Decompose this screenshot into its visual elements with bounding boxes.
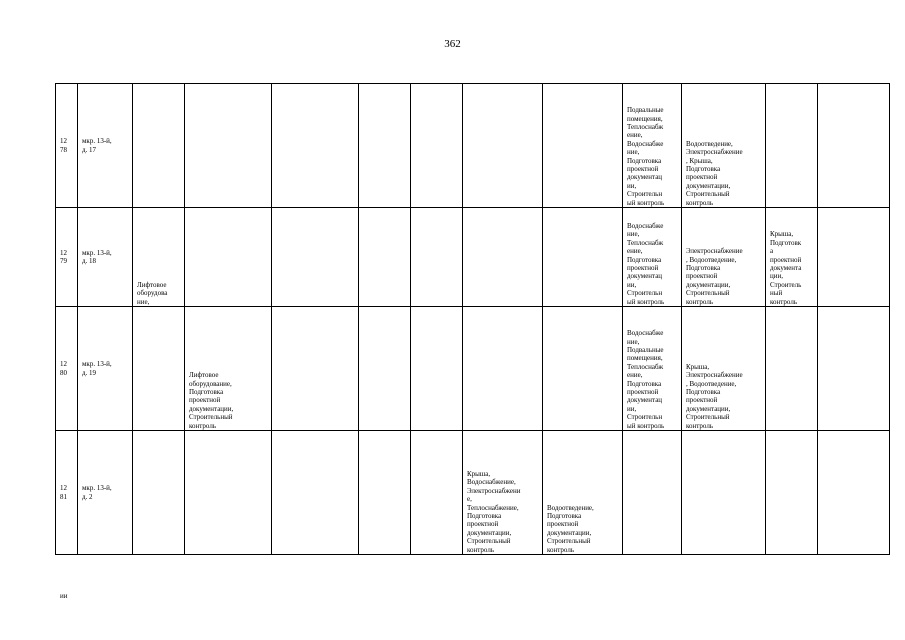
empty-cell [623,431,682,555]
row-number: 12 81 [60,484,67,501]
work-types: Крыша, Подготовк а проектной документа ции, Строитель ный контроль [770,230,802,306]
work-cell [623,84,682,208]
work-types: Лифтовое оборудова ние, [137,280,168,306]
work-types: Лифтовое оборудование, Подготовка проектной документации, Строительный контроль [189,371,234,430]
row-number: 12 79 [60,248,67,265]
empty-cell [463,307,543,431]
row-number-cell [56,431,78,555]
empty-cell [185,431,272,555]
empty-cell [359,208,411,307]
address-cell [78,307,133,431]
empty-cell [411,208,463,307]
empty-cell [818,307,890,431]
empty-cell [818,208,890,307]
work-cell [463,431,543,555]
work-cell [623,208,682,307]
work-types: Водоснабже ние, Подвальные помещения, Теплоснабж ение, Подготовка проектной документац ии, Строительн ый контроль [627,329,665,430]
work-types: Электроснабжение , Водоотведение, Подготовка проектной документации, Строительный контроль [686,247,743,306]
table-row [56,431,890,555]
empty-cell [463,84,543,208]
work-cell [623,307,682,431]
row-number-cell [56,208,78,307]
work-cell [682,208,766,307]
empty-cell [185,84,272,208]
empty-cell [766,431,818,555]
work-cell [766,208,818,307]
address: мкр. 13-й, д. 17 [82,137,112,154]
work-cell [185,307,272,431]
empty-cell [272,208,359,307]
empty-cell [133,431,185,555]
empty-cell [359,84,411,208]
work-cell [133,208,185,307]
work-cell [682,307,766,431]
empty-cell [682,431,766,555]
empty-cell [272,307,359,431]
work-cell [543,431,623,555]
empty-cell [272,84,359,208]
empty-cell [463,208,543,307]
work-types: Крыша, Электроснабжение , Водоотведение, Подготовка проектной документации, Строительный контроль [686,362,743,430]
empty-cell [359,307,411,431]
empty-cell [411,431,463,555]
empty-cell [185,208,272,307]
empty-cell [543,84,623,208]
address: мкр. 13-й, д. 19 [82,360,112,377]
table-row [56,84,890,208]
empty-cell [818,84,890,208]
work-types: Водоснабже ние, Теплоснабж ение, Подготовка проектной документац ии, Строительн ый контроль [627,221,665,306]
address-cell [78,431,133,555]
repair-schedule-table [55,83,890,555]
work-types: Водоотведение, Электроснабжение , Крыша, Подготовка проектной документации, Строительный контроль [686,139,743,207]
address-cell [78,208,133,307]
empty-cell [543,307,623,431]
address: мкр. 13-й, д. 18 [82,248,112,265]
work-cell [682,84,766,208]
empty-cell [766,307,818,431]
empty-cell [133,307,185,431]
empty-cell [411,84,463,208]
empty-cell [272,431,359,555]
table-row [56,307,890,431]
row-number-cell [56,84,78,208]
work-types: Крыша, Водоснабжение, Электроснабжени е, Теплоснабжение, Подготовка проектной документации, Строительный контроль [467,469,521,554]
work-types: Подвальные помещения, Теплоснабж ение, Водоснабже ние, Подготовка проектной документац ии, Строительн ый контроль [627,106,665,207]
row-number: 12 80 [60,360,67,377]
empty-cell [543,208,623,307]
address: мкр. 13-й, д. 2 [82,484,112,501]
empty-cell [766,84,818,208]
row-number-cell [56,307,78,431]
empty-cell [411,307,463,431]
work-types: Водоотведение, Подготовка проектной документации, Строительный контроль [547,503,594,554]
table-row [56,208,890,307]
empty-cell [359,431,411,555]
row-number: 12 78 [60,137,67,154]
empty-cell [133,84,185,208]
address-cell [78,84,133,208]
empty-cell [818,431,890,555]
page-number: 362 [444,38,461,50]
footer-note: ии [60,592,68,600]
